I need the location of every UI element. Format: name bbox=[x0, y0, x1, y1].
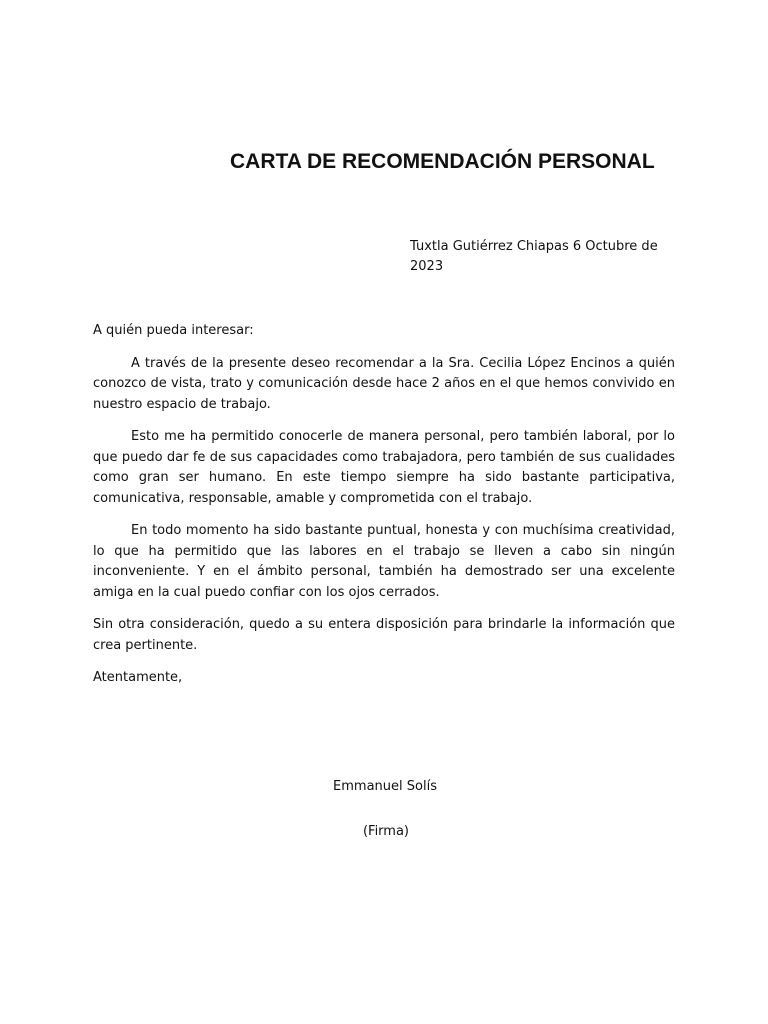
letter-date: Tuxtla Gutiérrez Chiapas 6 Octubre de 2023 bbox=[410, 239, 658, 274]
letter-paragraph-2: Esto me ha permitido conocerle de manera personal, pero también laboral, por lo que puedo dar fe de sus capacidades como trabajadora, pero también de sus cualidades como gran ser humano. En este tiempo siempre ha sido bastante participativa, comunicativa, responsable, amable y comprometida con el trabajo. bbox=[93, 429, 675, 506]
signer-name: Emmanuel Solís bbox=[333, 779, 437, 794]
letter-body bbox=[93, 321, 675, 668]
letter-paragraph-4: Sin otra consideración, quedo a su entera disposición para brindarle la información que crea pertinente. bbox=[93, 617, 675, 653]
letter-paragraph-3: En todo momento ha sido bastante puntual, honesta y con muchísima creatividad, lo que ha permitido que las labores en el trabajo se lleven a cabo sin ningún inconveniente. Y en el ámbito personal, también ha demostrado ser una excelente amiga en la cual puedo confiar con los ojos cerrados. bbox=[93, 523, 675, 600]
letter-greeting: A quién pueda interesar: bbox=[93, 323, 254, 338]
letter-closing: Atentamente, bbox=[93, 670, 183, 685]
letter-paragraph-1: A través de la presente deseo recomendar a la Sra. Cecilia López Encinos a quién conozco de vista, trato y comunicación desde hace 2 años en el que hemos convivido en nuestro espacio de trabajo. bbox=[93, 355, 675, 412]
letter-title: CARTA DE RECOMENDACIÓN PERSONAL bbox=[230, 150, 655, 173]
signature-label: (Firma) bbox=[362, 824, 410, 839]
